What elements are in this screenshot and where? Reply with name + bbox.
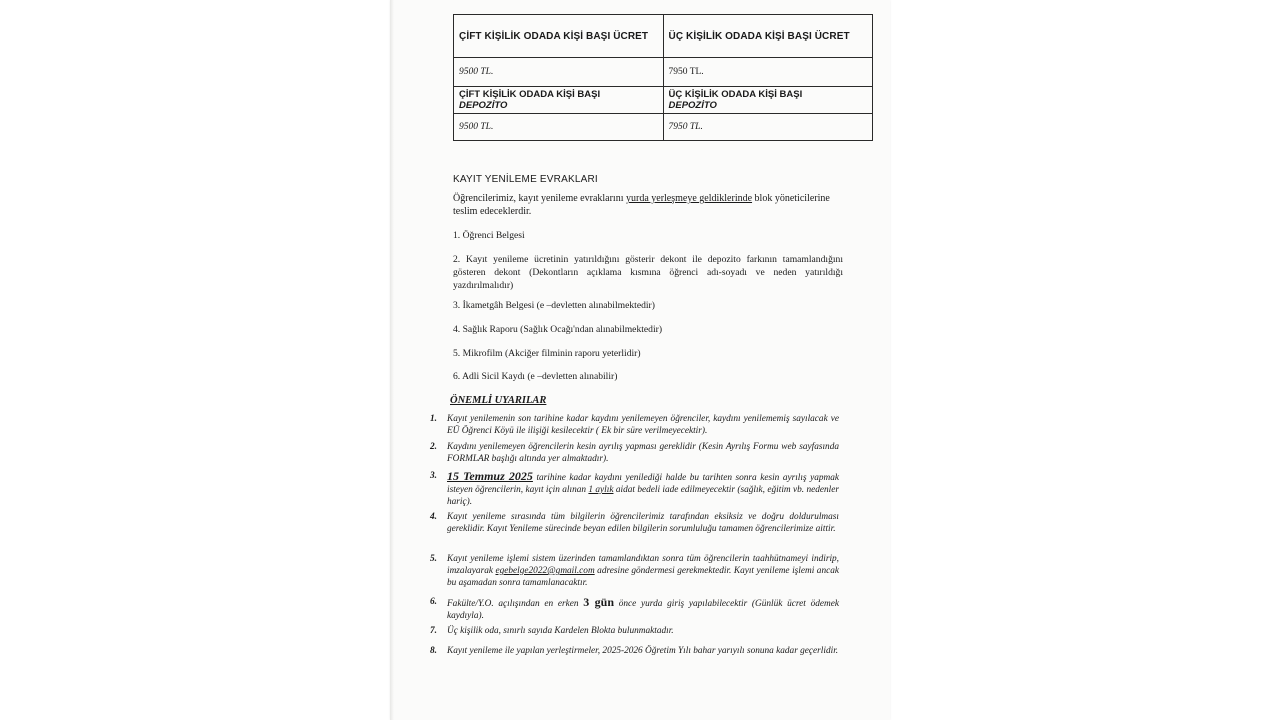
doc-item: 5. Mikrofilm (Akciğer filminin raporu yeterlidir) [453,348,641,359]
page-edge-shadow [390,0,394,720]
renewal-docs-title: KAYIT YENİLEME EVRAKLARI [453,174,598,185]
intro-text-after: blok yöneticilerine teslim edeceklerdir. [453,193,830,217]
warning-text-part: Kayıt yenileme işlemi sistem üzerinden tamamlandıktan sonra tüm öğrencilerin taahhütnameyi indirip, imzalayarak [447,554,839,576]
warning-text-underlined: 1 aylık [588,485,614,495]
warning-text: Kaydını yenilemeyen öğrencilerin kesin ayrılış yapması gereklidir (Kesin Ayrılış Formu web sayfasında FORMLAR başlığı altında yer almaktadır). [447,442,839,464]
doc-item: 6. Adli Sicil Kaydı (e –devletten alınabilir) [453,371,618,382]
triple-room-deposit-word: DEPOZİTO [668,100,717,111]
warning-number: 4. [430,512,437,522]
triple-room-deposit-header [663,87,873,114]
warning-text [447,470,839,508]
warning-text-part: önce yurda giriş yapılabilecektir (Günlük ücret ödemek kaydıyla). [447,599,839,621]
warning-text: Kayıt yenilemenin son tarihine kadar kaydını yenilemeyen öğrenciler, kaydını yenilememiş sayılacak ve EÜ Öğrenci Köyü ile ilişiği kesilecektir ( Ek bir süre verilmeyecektir). [447,414,839,436]
warning-text: Üç kişilik oda, sınırlı sayıda Kardelen Blokta bulunmaktadır. [447,626,674,636]
fee-header-row [454,15,873,58]
warning-number: 5. [430,554,437,564]
warnings-title: ÖNEMLİ UYARILAR [450,395,547,406]
warning-text-part: tarihine kadar kaydını yenilediği halde bu tarihten sonra kesin ayrılış yapmak isteyen öğrencilerin, kayıt için alınan [447,473,839,495]
triple-room-deposit-value: 7950 TL. [663,114,873,141]
doc-item: 3. İkametgâh Belgesi (e –devletten alınabilmektedir) [453,300,655,311]
double-room-deposit-label: ÇİFT KİŞİLİK ODADA KİŞİ BAŞI [459,89,601,100]
warning-date: 15 Temmuz 2025 [447,469,533,483]
warning-number: 1. [430,414,437,424]
warning-text-part: Fakülte/Y.O. açılışından en erken [447,599,584,609]
triple-room-deposit-label: ÜÇ KİŞİLİK ODADA KİŞİ BAŞI [668,89,803,100]
warning-text: Kayıt yenileme sırasında tüm bilgilerin öğrencilerimiz tarafından eksiksiz ve doğru doldurulması gereklidir. Kayıt Yenileme sürecinde beyan edilen bilgilerin sorumluluğu tamamen öğrencilerimize aittir. [447,512,839,534]
intro-text-before: Öğrencilerimiz, kayıt yenileme evraklarını [453,193,626,204]
renewal-docs-intro [453,192,843,218]
triple-room-fee-header: ÜÇ KİŞİLİK ODADA KİŞİ BAŞI ÜCRET [663,15,873,58]
warning-number: 6. [430,597,437,607]
deposit-value-row [454,114,873,141]
fee-table [453,14,873,141]
warning-text [447,596,839,622]
warning-text: Kayıt yenileme ile yapılan yerleştirmeler, 2025-2026 Öğretim Yılı bahar yarıyılı sonuna kadar geçerlidir. [447,646,839,656]
doc-item: 1. Öğrenci Belgesi [453,230,525,241]
double-room-deposit-value: 9500 TL. [454,114,664,141]
fee-value-row [454,58,873,87]
warning-number: 8. [430,646,437,656]
warning-number: 7. [430,626,437,636]
intro-text-underlined: yurda yerleşmeye geldiklerinde [625,193,753,204]
triple-room-fee-value: 7950 TL. [663,58,873,87]
email-link[interactable]: egebelge2022@gmail.com [495,566,595,576]
warning-number: 2. [430,442,437,452]
doc-item: 4. Sağlık Raporu (Sağlık Ocağı'ndan alınabilmektedir) [453,324,663,335]
warning-text-part: adresine göndermesi gerekmektedir. Kayıt yenileme işlemi ancak bu aşamadan sonra tamamlanacaktır. [447,566,839,588]
double-room-fee-header: ÇİFT KİŞİLİK ODADA KİŞİ BAŞI ÜCRET [454,15,664,58]
warning-bold-days: 3 gün [583,595,615,609]
warning-number: 3. [430,471,437,481]
doc-item: 2. Kayıt yenileme ücretinin yatırıldığını gösterir dekont ile depozito farkının tamamlandığını gösteren dekont (Dekontların açıklama kısmına öğrenci adı-soyadı ve neden yatırıldığı yazdırılmalıdır) [453,254,843,291]
double-room-deposit-word: DEPOZİTO [459,100,508,111]
document-page [390,0,890,720]
warning-text [447,553,839,589]
double-room-fee-value: 9500 TL. [454,58,664,87]
warning-text-part: aidat bedeli iade edilmeyecektir (sağlık, eğitim vb. nedenler hariç). [447,485,839,507]
deposit-header-row [454,87,873,114]
double-room-deposit-header [454,87,664,114]
